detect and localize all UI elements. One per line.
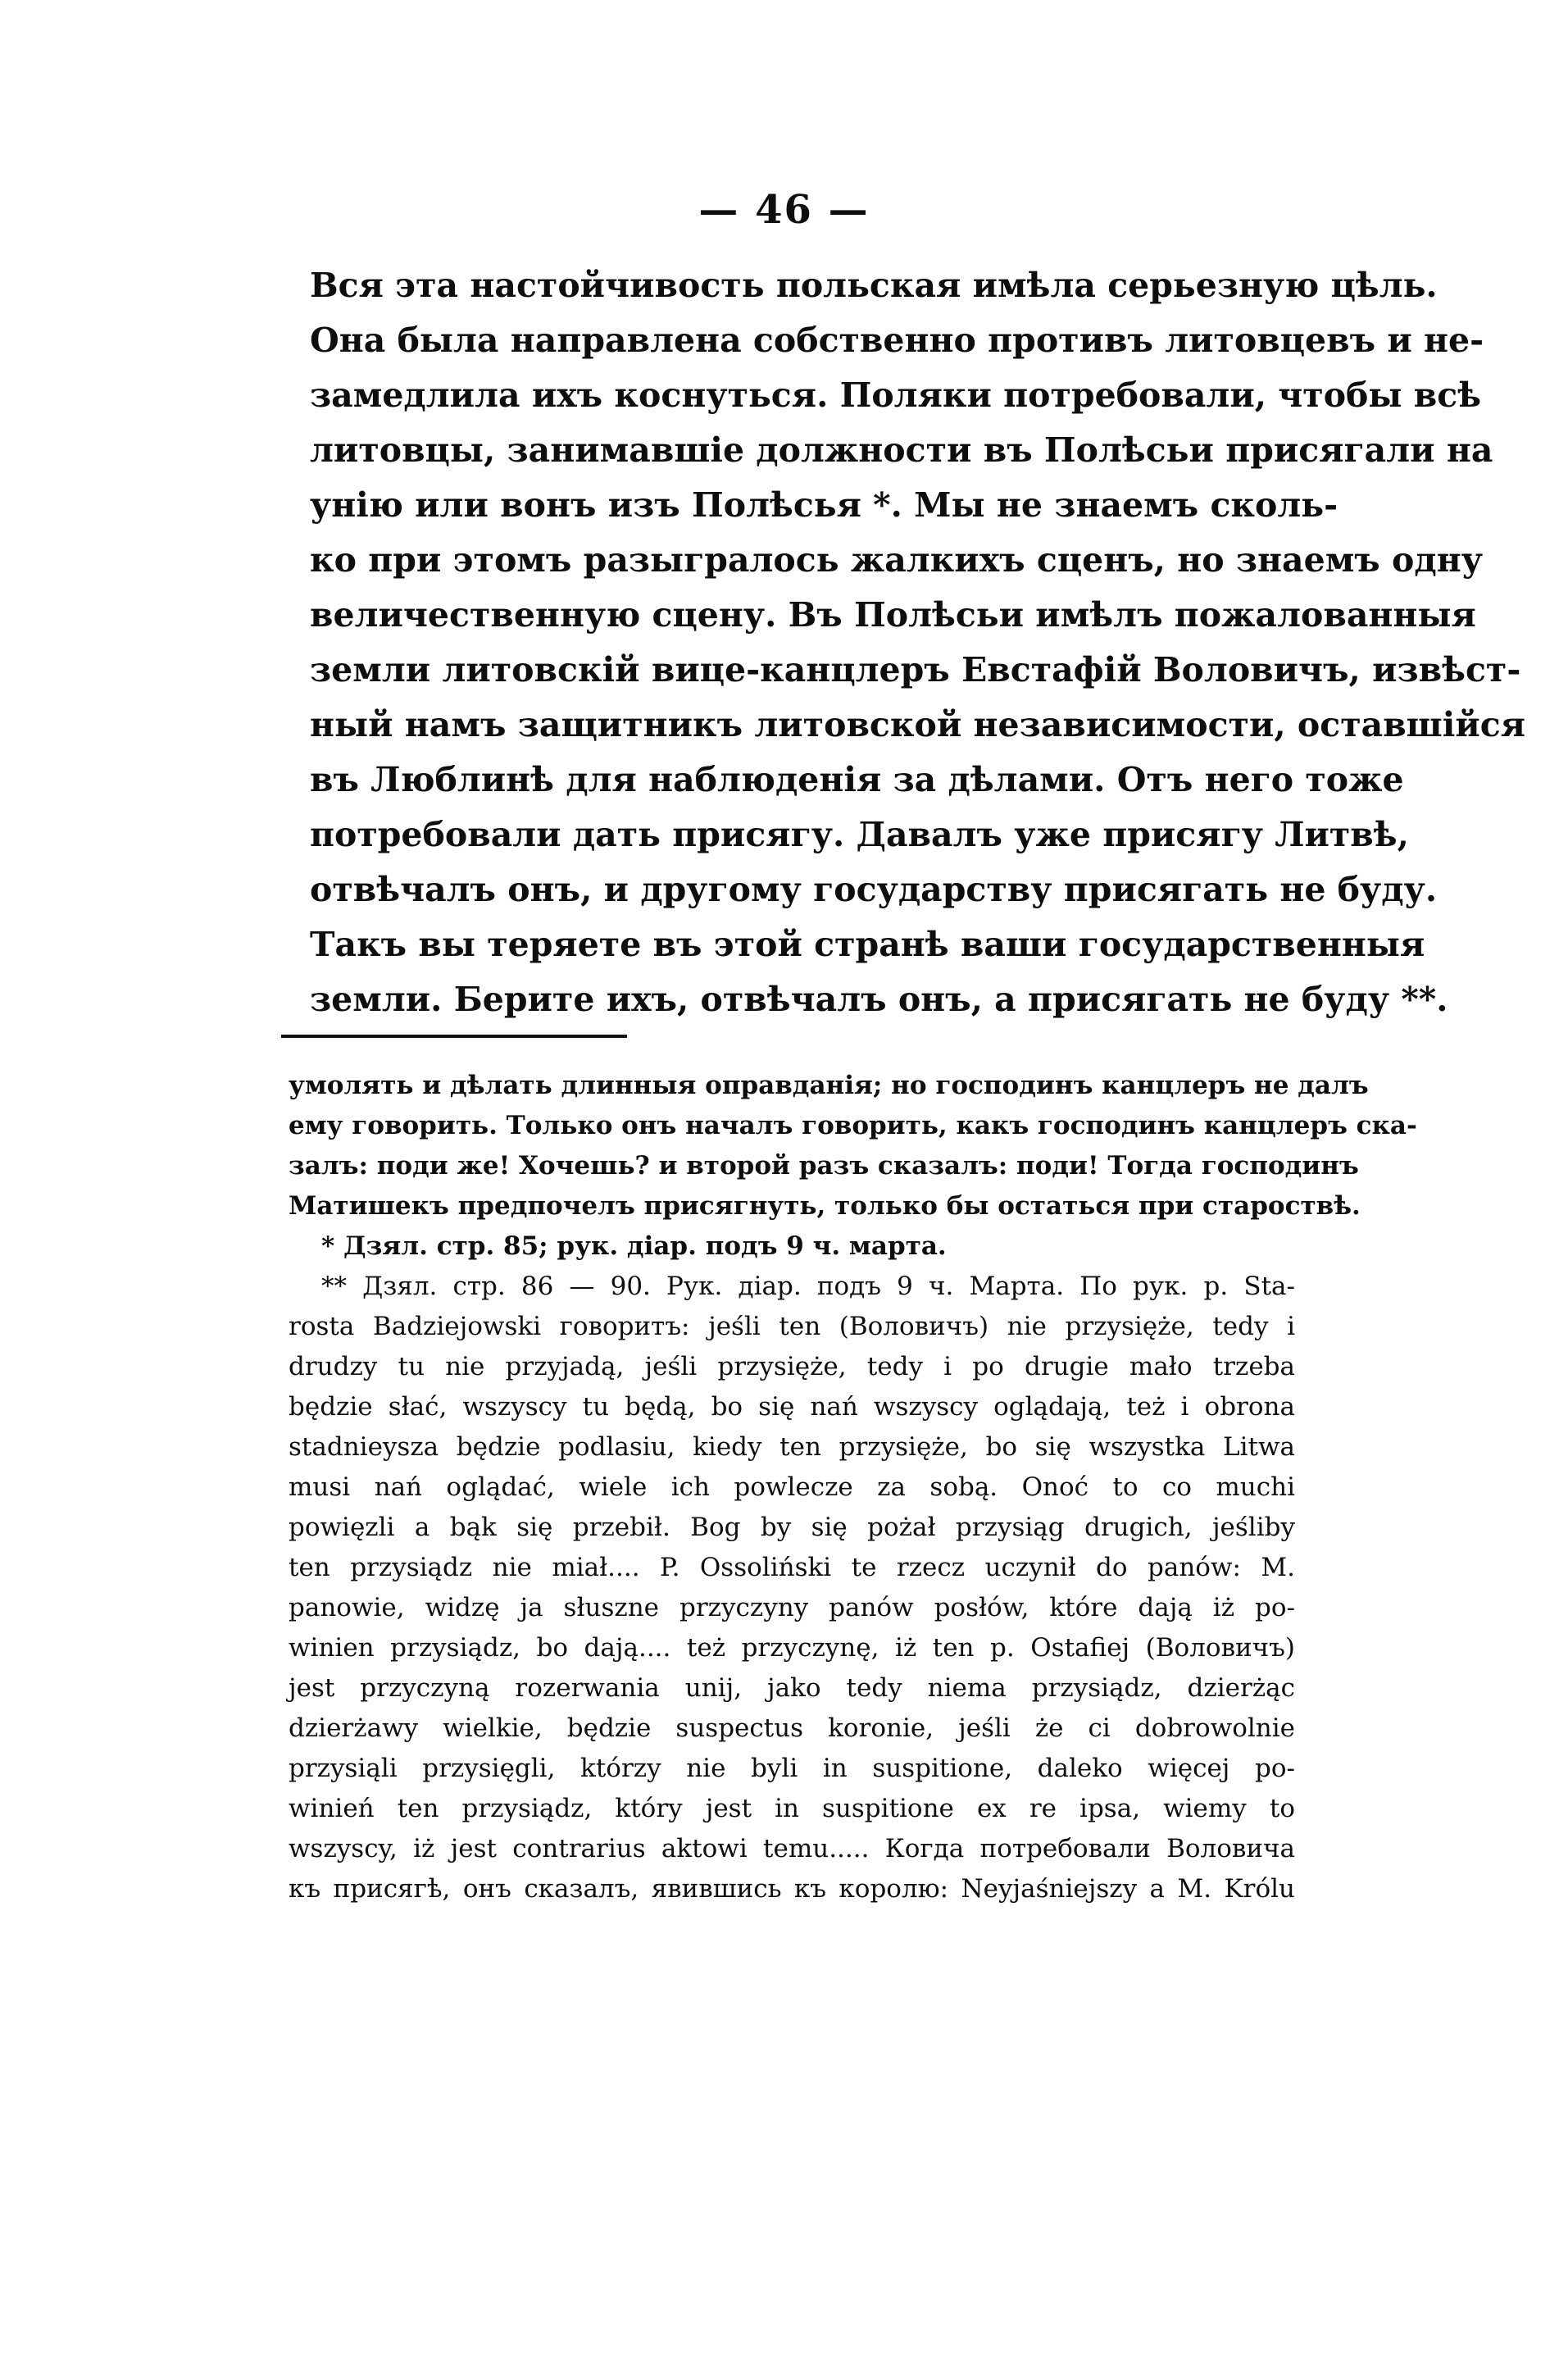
text-line: потребовали дать присягу. Давалъ уже присягу Литвѣ, [310,815,1409,854]
footnote-line: winień ten przysiądz, który jest in suspitione ex re ipsa, wiemy to [289,1794,1295,1823]
text-line: въ Люблинѣ для наблюденія за дѣлами. Отъ него тоже [310,760,1404,799]
footnote-line: ** Дзял. стр. 86 — 90. Рук. діар. подъ 9 ч. Марта. По рук. р. Sta- [321,1272,1295,1301]
footnote-line: wszyscy, iż jest contrarius aktowi temu..... Когда потребовали Воловича [289,1834,1295,1863]
text-line: замедлила ихъ коснуться. Поляки потребовали, чтобы всѣ [310,375,1482,415]
footnote-line: winien przysiądz, bo dają.... też przyczynę, iż ten p. Ostafiej (Воловичъ) [289,1633,1295,1663]
footnote-line: умолять и дѣлать длинныя оправданія; но господинъ канцлеръ не далъ [289,1071,1369,1100]
footnote-line: drudzy tu nie przyjadą, jeśli przysięże, tedy i po drugie mało trzeba [289,1352,1295,1381]
text-line: отвѣчалъ онъ, и другому государству присягать не буду. [310,870,1438,909]
text-line: земли литовскій вице-канцлеръ Евстафій Воловичъ, извѣст- [310,650,1521,689]
footnote-line: ten przysiądz nie miał.... P. Ossoliński te rzecz uczynił do panów: M. [289,1553,1295,1582]
footnotes [289,1066,1417,1909]
text-line: Она была направлена собственно противъ литовцевъ и не- [310,321,1484,360]
text-line: Вся эта настойчивость польская имѣла серьезную цѣль. [310,266,1438,305]
footnote-line: panowie, widzę ja słuszne przyczyny panów posłów, które dają iż po- [289,1593,1295,1622]
page-number: — 46 — [698,187,870,233]
main-text [310,258,1525,1027]
footnote-line: stadnieysza będzie podlasiu, kiedy ten przysięże, bo się wszystka Litwa [289,1432,1295,1462]
text-line: величественную сцену. Въ Полѣсьи имѣлъ пожалованныя [310,595,1476,635]
footnote-line: powięzli a bąk się przebił. Bog by się pożał przysiąg drugich, jeśliby [289,1513,1295,1542]
text-line: унію или вонъ изъ Полѣсья *. Мы не знаемъ сколь- [310,485,1338,525]
text-line: земли. Берите ихъ, отвѣчалъ онъ, а присягать не буду **. [310,980,1448,1019]
footnote-line: musi nań oglądać, wiele ich powlecze za sobą. Onoć to co muchi [289,1472,1295,1502]
text-line: ный намъ защитникъ литовской независимости, оставшійся [310,705,1525,744]
text-line: Такъ вы теряете въ этой странѣ ваши государственныя [310,925,1425,964]
footnote-line: Матишекъ предпочелъ присягнуть, только бы остаться при староствѣ. [289,1191,1361,1221]
footnote-line: къ присягѣ, онъ сказалъ, явившись къ королю: Neyjaśniejszy a M. Królu [289,1874,1295,1904]
text-line: литовцы, занимавшіе должности въ Полѣсьи присягали на [310,430,1493,470]
footnote-line: ему говорить. Только онъ началъ говорить, какъ господинъ канцлеръ ска- [289,1111,1417,1140]
text-line: ко при этомъ разыгралось жалкихъ сценъ, но знаемъ одну [310,540,1483,580]
footnote-line: będzie słać, wszyscy tu będą, bo się nań wszyscy oglądają, też i obrona [289,1392,1295,1422]
footnote-line: залъ: поди же! Хочешь? и второй разъ сказалъ: поди! Тогда господинъ [289,1151,1359,1181]
footnote-rule [281,1035,627,1038]
footnote-line: * Дзял. стр. 85; рук. діар. подъ 9 ч. марта. [321,1231,947,1261]
footnote-line: jest przyczyną rozerwania unij, jako tedy niema przysiądz, dzierżąc [289,1673,1295,1703]
footnote-line: rosta Badziejowski говоритъ: jeśli ten (Воловичъ) nie przysięże, tedy i [289,1312,1295,1341]
footnote-line: dzierżawy wielkie, będzie suspectus koronie, jeśli że ci dobrowolnie [289,1713,1295,1743]
footnote-line: przysiąli przysięgli, którzy nie byli in suspitione, daleko więcej po- [289,1754,1295,1783]
